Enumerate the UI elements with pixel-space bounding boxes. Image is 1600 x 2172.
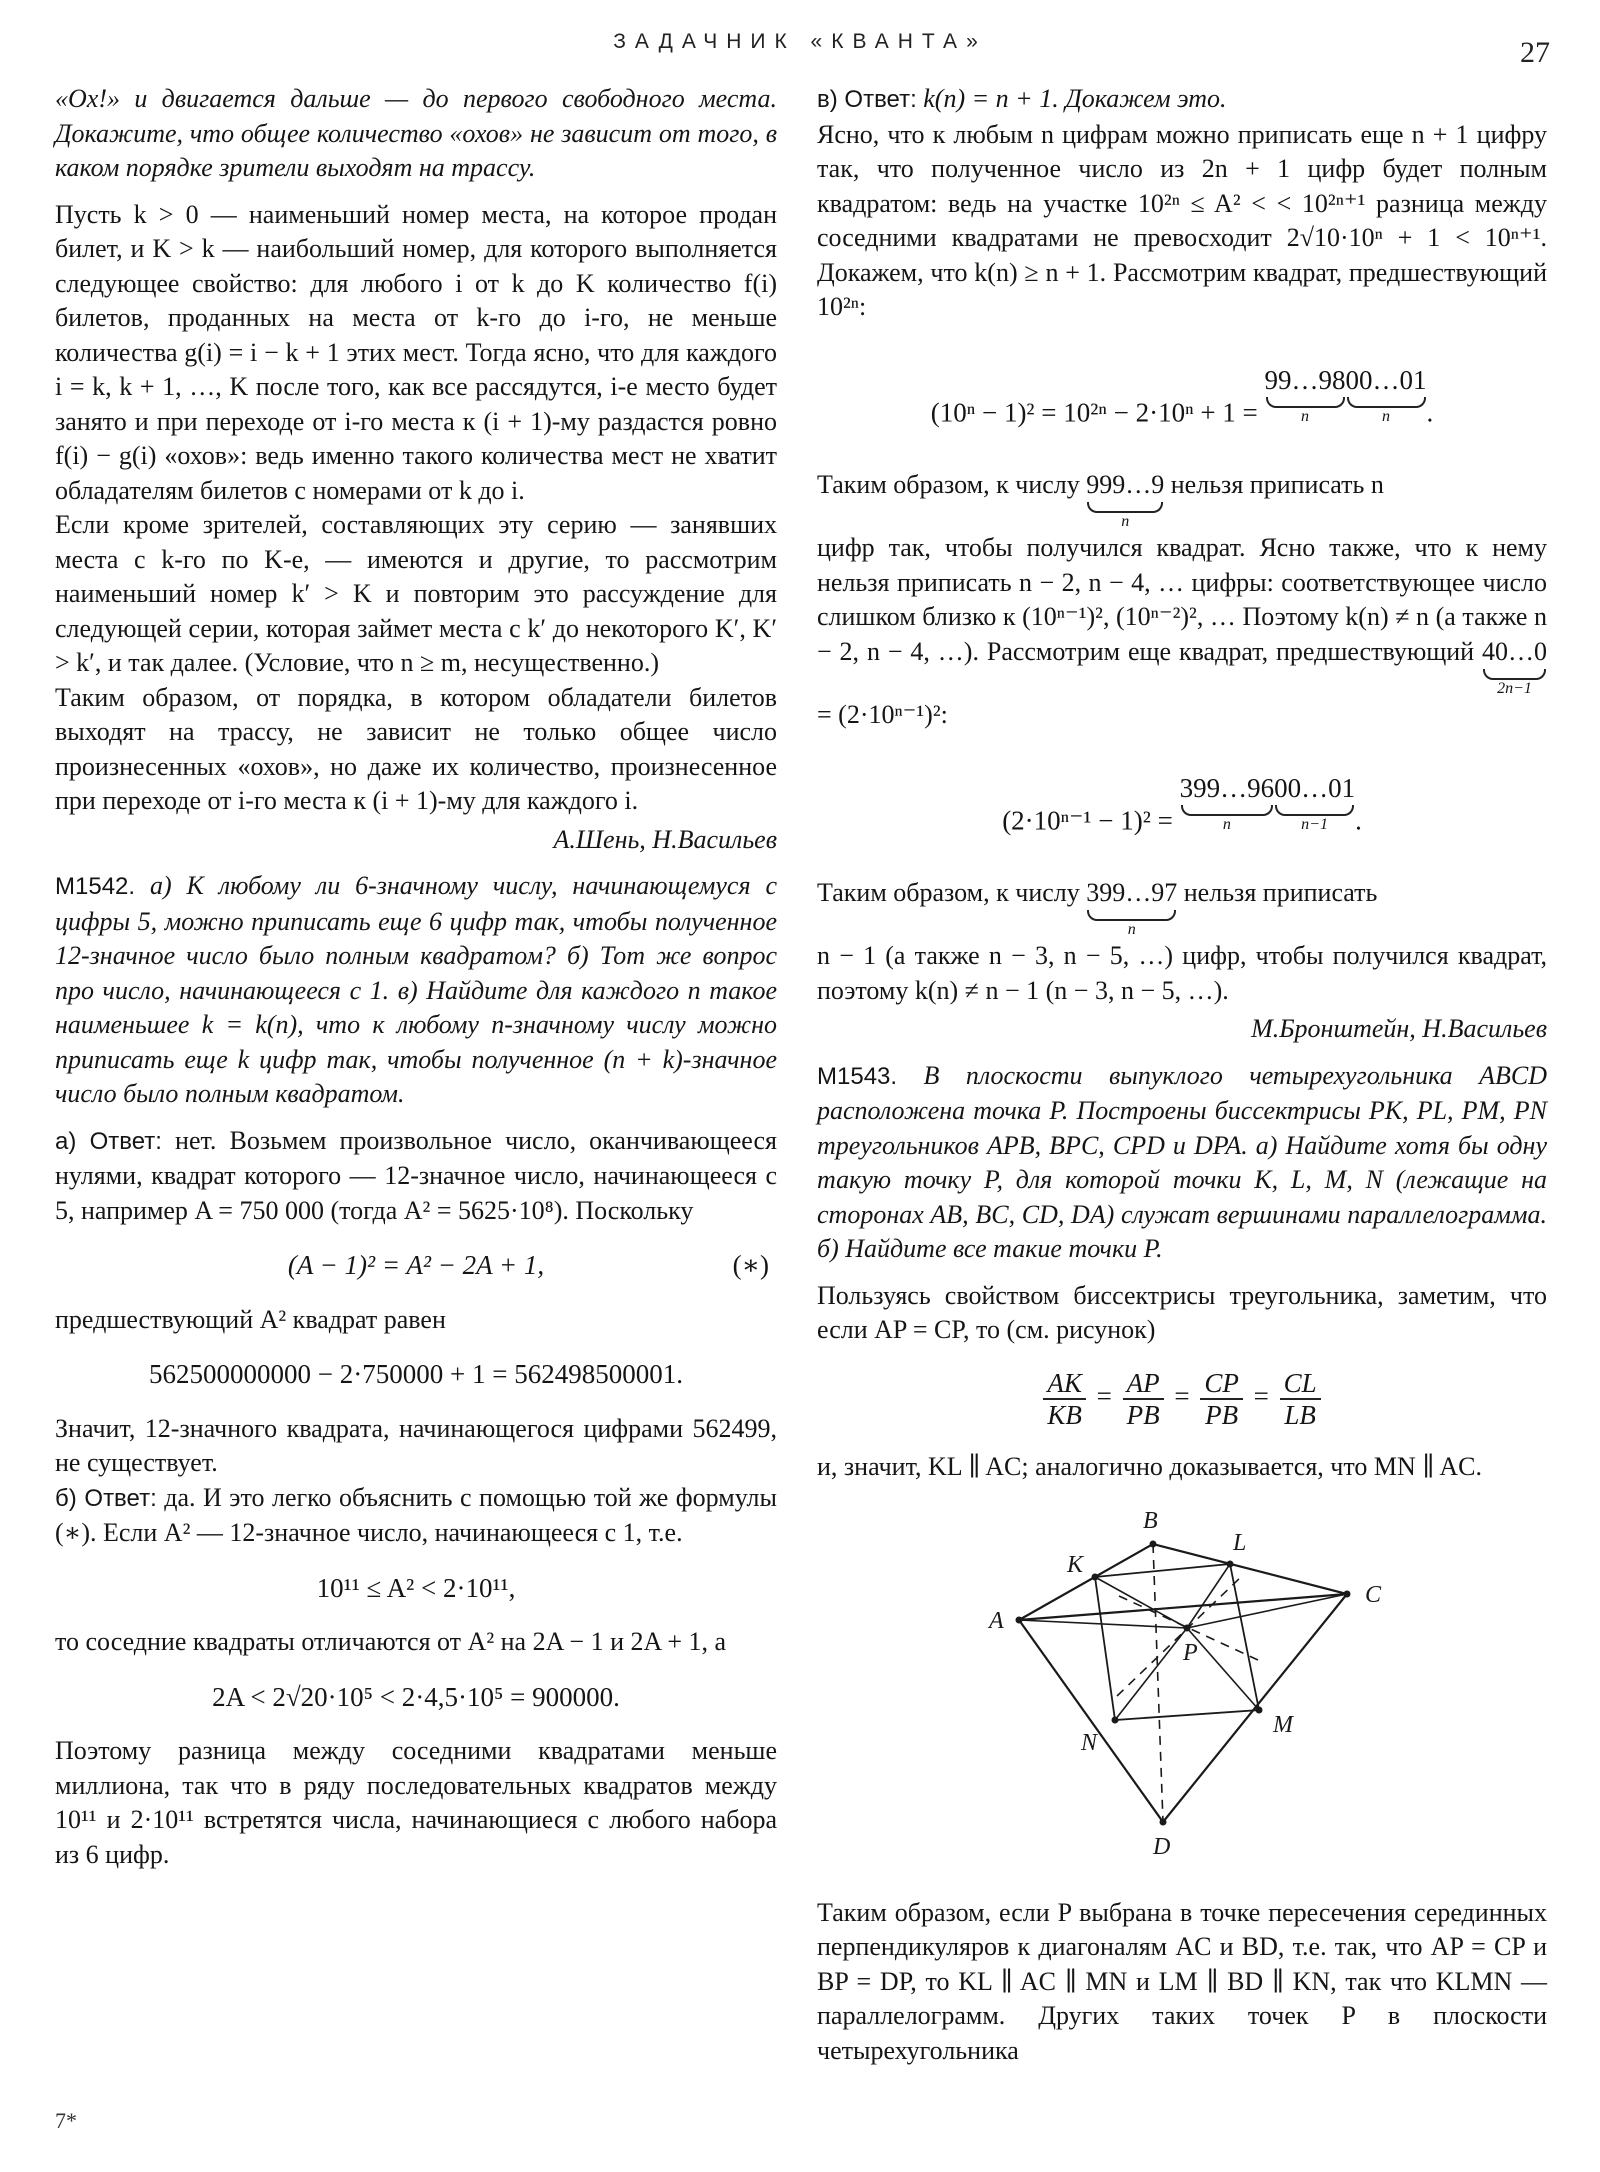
fraction-ak-kb: $\frac{AK}{KB}$ [1043,1368,1086,1430]
left-column [55,82,777,1872]
text-parallel-kl-mn: и, значит, KL ∥ AC; аналогично доказывается, что MN ∥ AC. [817,1451,1482,1481]
figure-svg [817,1498,1547,1878]
point-b [1150,1541,1157,1548]
formula-square-10n-lhs: (10ⁿ − 1)² = 10²ⁿ − 2·10ⁿ + 1 = [930,397,1258,427]
text-number-399: Таким образом, к числу 399…97 n нельзя приписать [817,877,1378,938]
diagonal-bd-dashed [1153,1544,1163,1822]
segment-ap [1019,1620,1187,1628]
quadrilateral-figure [817,1498,1547,1888]
text-previous-square: предшествующий A² квадрат равен [55,1304,446,1334]
underbrace-zeros: 00…01 n [1345,364,1427,425]
text-final-conclusion: Таким образом, если P выбрана в точке пересечения серединных перпендикуляров к диагоналям AC и BD, т.е. так, что AP = CP и BP = DP, то KL ∥ AC ∥ MN и LM ∥ BD ∥ KN, так что KLMN — параллелограмм. Других таких точек P в плоскости четырехугольника [817,1897,1547,2065]
label-l: L [1233,1530,1247,1556]
text-conclusion-b: Поэтому разница между соседними квадратами меньше миллиона, так что в ряду последовательных квадратов между 10¹¹ и 2·10¹¹ встретятся числа, начинающиеся с любого набора из 6 цифр. [55,1736,777,1869]
formula-square-2x10n: (2·10ⁿ⁻¹ − 1)² = 399…96 n 00…01 n−1 . [1002,772,1362,835]
text-n-minus-2: цифр так, чтобы получился квадрат. Ясно также, что к нему нельзя приписать n − 2, n − 4, … цифры: соответствующее число слишком близко к (10ⁿ⁻¹)², (10ⁿ⁻²)², … Поэтому k(n) ≠ n (а также n − 2, n − 4, …). Рассмотрим еще квадрат, предшествующий 40…0 2n−1 = (2·10ⁿ⁻¹)²: [817,533,1548,729]
problem-text-m1542: а) К любому ли 6-значному числу, начинающемуся с цифры 5, можно приписать еще 6 цифр так, чтобы полученное 12-значное число было полным квадратом? б) Тот же вопрос про число, начинающееся с 1. в) Найдите для каждого n такое наименьшее k = k(n), что к любому n-значному числу можно приписать еще k цифр так, чтобы полученное (n + k)-значное число было полным квадратом. [55,871,777,1108]
bisector-pl [1187,1564,1230,1628]
label-k: K [1067,1552,1084,1578]
formula-star-tag: (∗) [732,1250,769,1280]
text-number-999: Таким образом, к числу 999…9 n нельзя приписать n [817,469,1384,530]
page-number: 27 [1520,36,1550,69]
answer-v-label: в) Ответ: [817,86,917,113]
label-n: N [1081,1730,1098,1756]
perpendicular-bd-dashed [1117,1576,1242,1696]
underbrace-nines: 99…98 n [1264,364,1346,425]
underbrace-00-01: 00…01 n−1 [1274,772,1356,833]
answer-a [55,1124,777,1229]
formula-range: 10¹¹ ≤ A² < 2·10¹¹, [316,1572,516,1603]
fraction-cl-lb: $\frac{CL}{LB}$ [1280,1368,1321,1430]
running-header: ЗАДАЧНИК «КВАНТА» [613,30,987,53]
underbrace-399: 399…96 n [1179,772,1275,833]
text-upper-bound: Ясно, что к любым n цифрам можно приписать еще n + 1 цифру так, что полученное число из 2n + 1 цифр будет полным квадратом: ведь на участке 10²ⁿ ≤ A² < < 10²ⁿ⁺¹ разница между соседними квадратами не превосходит 2√10·10ⁿ + 1 < 10ⁿ⁺¹. Докажем, что k(n) ≥ n + 1. Рассмотрим квадрат, предшествующий 10²ⁿ: [817,119,1547,321]
formula-estimate: 2A < 2√20·10⁵ < 2·4,5·10⁵ = 900000. [212,1681,620,1712]
point-a [1016,1617,1023,1624]
answer-b [55,1481,777,1551]
label-a: A [989,1608,1004,1634]
label-b: B [1143,1508,1158,1534]
bisector-pm [1187,1628,1259,1710]
right-column [817,82,1547,2068]
problem-label-m1542: М1542. [55,873,136,900]
underbrace-999: 999…9 n [1086,469,1165,530]
label-p: P [1183,1640,1198,1666]
solution-paragraph-1: Пусть k > 0 — наименьший номер места, на которое продан билет, и K > k — наибольший номер, для которого выполняется следующее свойство: для любого i от k до K количество f(i) билетов, проданных на места от k-го до i-го, не меньше количества g(i) = i − k + 1 этих мест. Тогда ясно, что для каждого i = k, k + 1, …, K после того, как все рассядутся, i-е место будет занято и при переходе от i-го места к (i + 1)-му раздастся ровно f(i) − g(i) «охов»: ведь именно такого количества мест не хватит обладателям билетов с номерами от k до i. [55,199,777,505]
answer-a-text: нет. Возьмем произвольное число, оканчивающееся нулями, квадрат которого — 12-значное число, начинающееся с 5, например A = 750 000 (тогда A² = 5625·10⁸). Поскольку [55,1125,777,1225]
answer-b-text: да. И это легко объяснить с помощью той же формулы (∗). Если A² — 12-значное число, начинающееся с 1, т.е. [55,1482,778,1547]
underbrace-39997: 399…97 n [1086,877,1178,938]
quad-abcd [1019,1544,1347,1822]
point-l [1227,1561,1234,1568]
formula-star-body: (A − 1)² = A² − 2A + 1, [287,1250,545,1280]
text-conclusion-v: n − 1 (а также n − 3, n − 5, …) цифр, чтобы получился квадрат, поэтому k(n) ≠ n − 1 (n − 3, n − 5, …). [817,941,1547,1005]
point-c [1344,1591,1351,1598]
fraction-ap-pb: $\frac{AP}{PB}$ [1123,1368,1164,1430]
answer-a-label: а) Ответ: [55,1127,162,1155]
point-m [1256,1707,1263,1714]
problem-intro-continued: «Ох!» и двигается дальше — до первого свободного места. Докажите, что общее количество «охов» не зависит от того, в каком порядке зрители выходят на трассу. [55,84,777,182]
fraction-cp-pb: $\frac{CP}{PB}$ [1200,1368,1243,1430]
solution-paragraph-2: Если кроме зрителей, составляющих эту серию — занявших места с k-го по K-е, — имеются и другие, то рассмотрим наименьший номер k′ > K и повторим это рассуждение для следующей серии, которая займет места с k′ до некоторого K′, K′ > k′, и так далее. (Условие, что n ≥ m, несущественно.) [55,510,777,677]
text-neighbours: то соседние квадраты отличаются от A² на 2A − 1 и 2A + 1, а [55,1627,727,1656]
label-d: D [1153,1834,1171,1860]
bisector-pn [1115,1628,1187,1720]
problem-label-m1543: М1543. [817,1062,898,1090]
problem-m1542 [55,869,777,1112]
problem-m1543 [817,1059,1547,1267]
label-c: C [1365,1582,1382,1608]
footer-mark: 7* [55,2108,77,2133]
point-n [1112,1717,1119,1724]
label-m: M [1273,1712,1293,1738]
formula-star [55,1248,777,1283]
bisector-pk [1095,1577,1187,1628]
formula-square-2x10n-lhs: (2·10ⁿ⁻¹ − 1)² = [1002,805,1173,835]
point-k [1092,1574,1099,1581]
problem-text-m1543: В плоскости выпуклого четырехугольника ABCD расположена точка P. Построены биссектрисы PK, PL, PM, PN треугольников APB, BPC, CPD и DPA. а) Найдите хотя бы одну такую точку P, для которой точки K, L, M, N (лежащие на сторонах AB, BC, CD, DA) служат вершинами параллелограмма. б) Найдите все такие точки P. [817,1060,1548,1263]
diagonal-ac [1019,1594,1347,1620]
author-signature-2: М.Бронштейн, Н.Васильев [1251,1014,1547,1043]
answer-b-label: б) Ответ: [55,1484,157,1512]
answer-v [817,82,1547,118]
underbrace-400: 40…0 2n−1 [1482,636,1548,697]
point-p [1184,1625,1191,1632]
author-signature-1: А.Шень, Н.Васильев [553,824,777,854]
formula-square-10n: (10ⁿ − 1)² = 10²ⁿ − 2·10ⁿ + 1 = 99…98 n 00…01 n . [930,364,1434,427]
formula-ratio-chain: $\frac{AK}{KB}$ = $\frac{AP}{PB}$ = $\frac{CP}{PB}$ = $\frac{CL}{LB}$ [817,1368,1547,1430]
text-bisector-property: Пользуясь свойством биссектрисы треугольника, заметим, что если AP = CP, то (см. рисунок) [817,1280,1547,1344]
formula-number-check: 562500000000 − 2·750000 + 1 = 562498500001. [149,1359,683,1389]
solution-paragraph-3: Таким образом, от порядка, в котором обладатели билетов выходят на трассу, не зависит не только общее число произнесенных «охов», но даже их количество, произнесенное при переходе от i-го места к (i + 1)-му для каждого i. [55,682,777,815]
text-conclusion-a: Значит, 12-значного квадрата, начинающегося цифрами 562499, не существует. [55,1413,777,1477]
answer-v-text: k(n) = n + 1. Докажем это. [923,84,1227,113]
point-d [1160,1819,1167,1826]
